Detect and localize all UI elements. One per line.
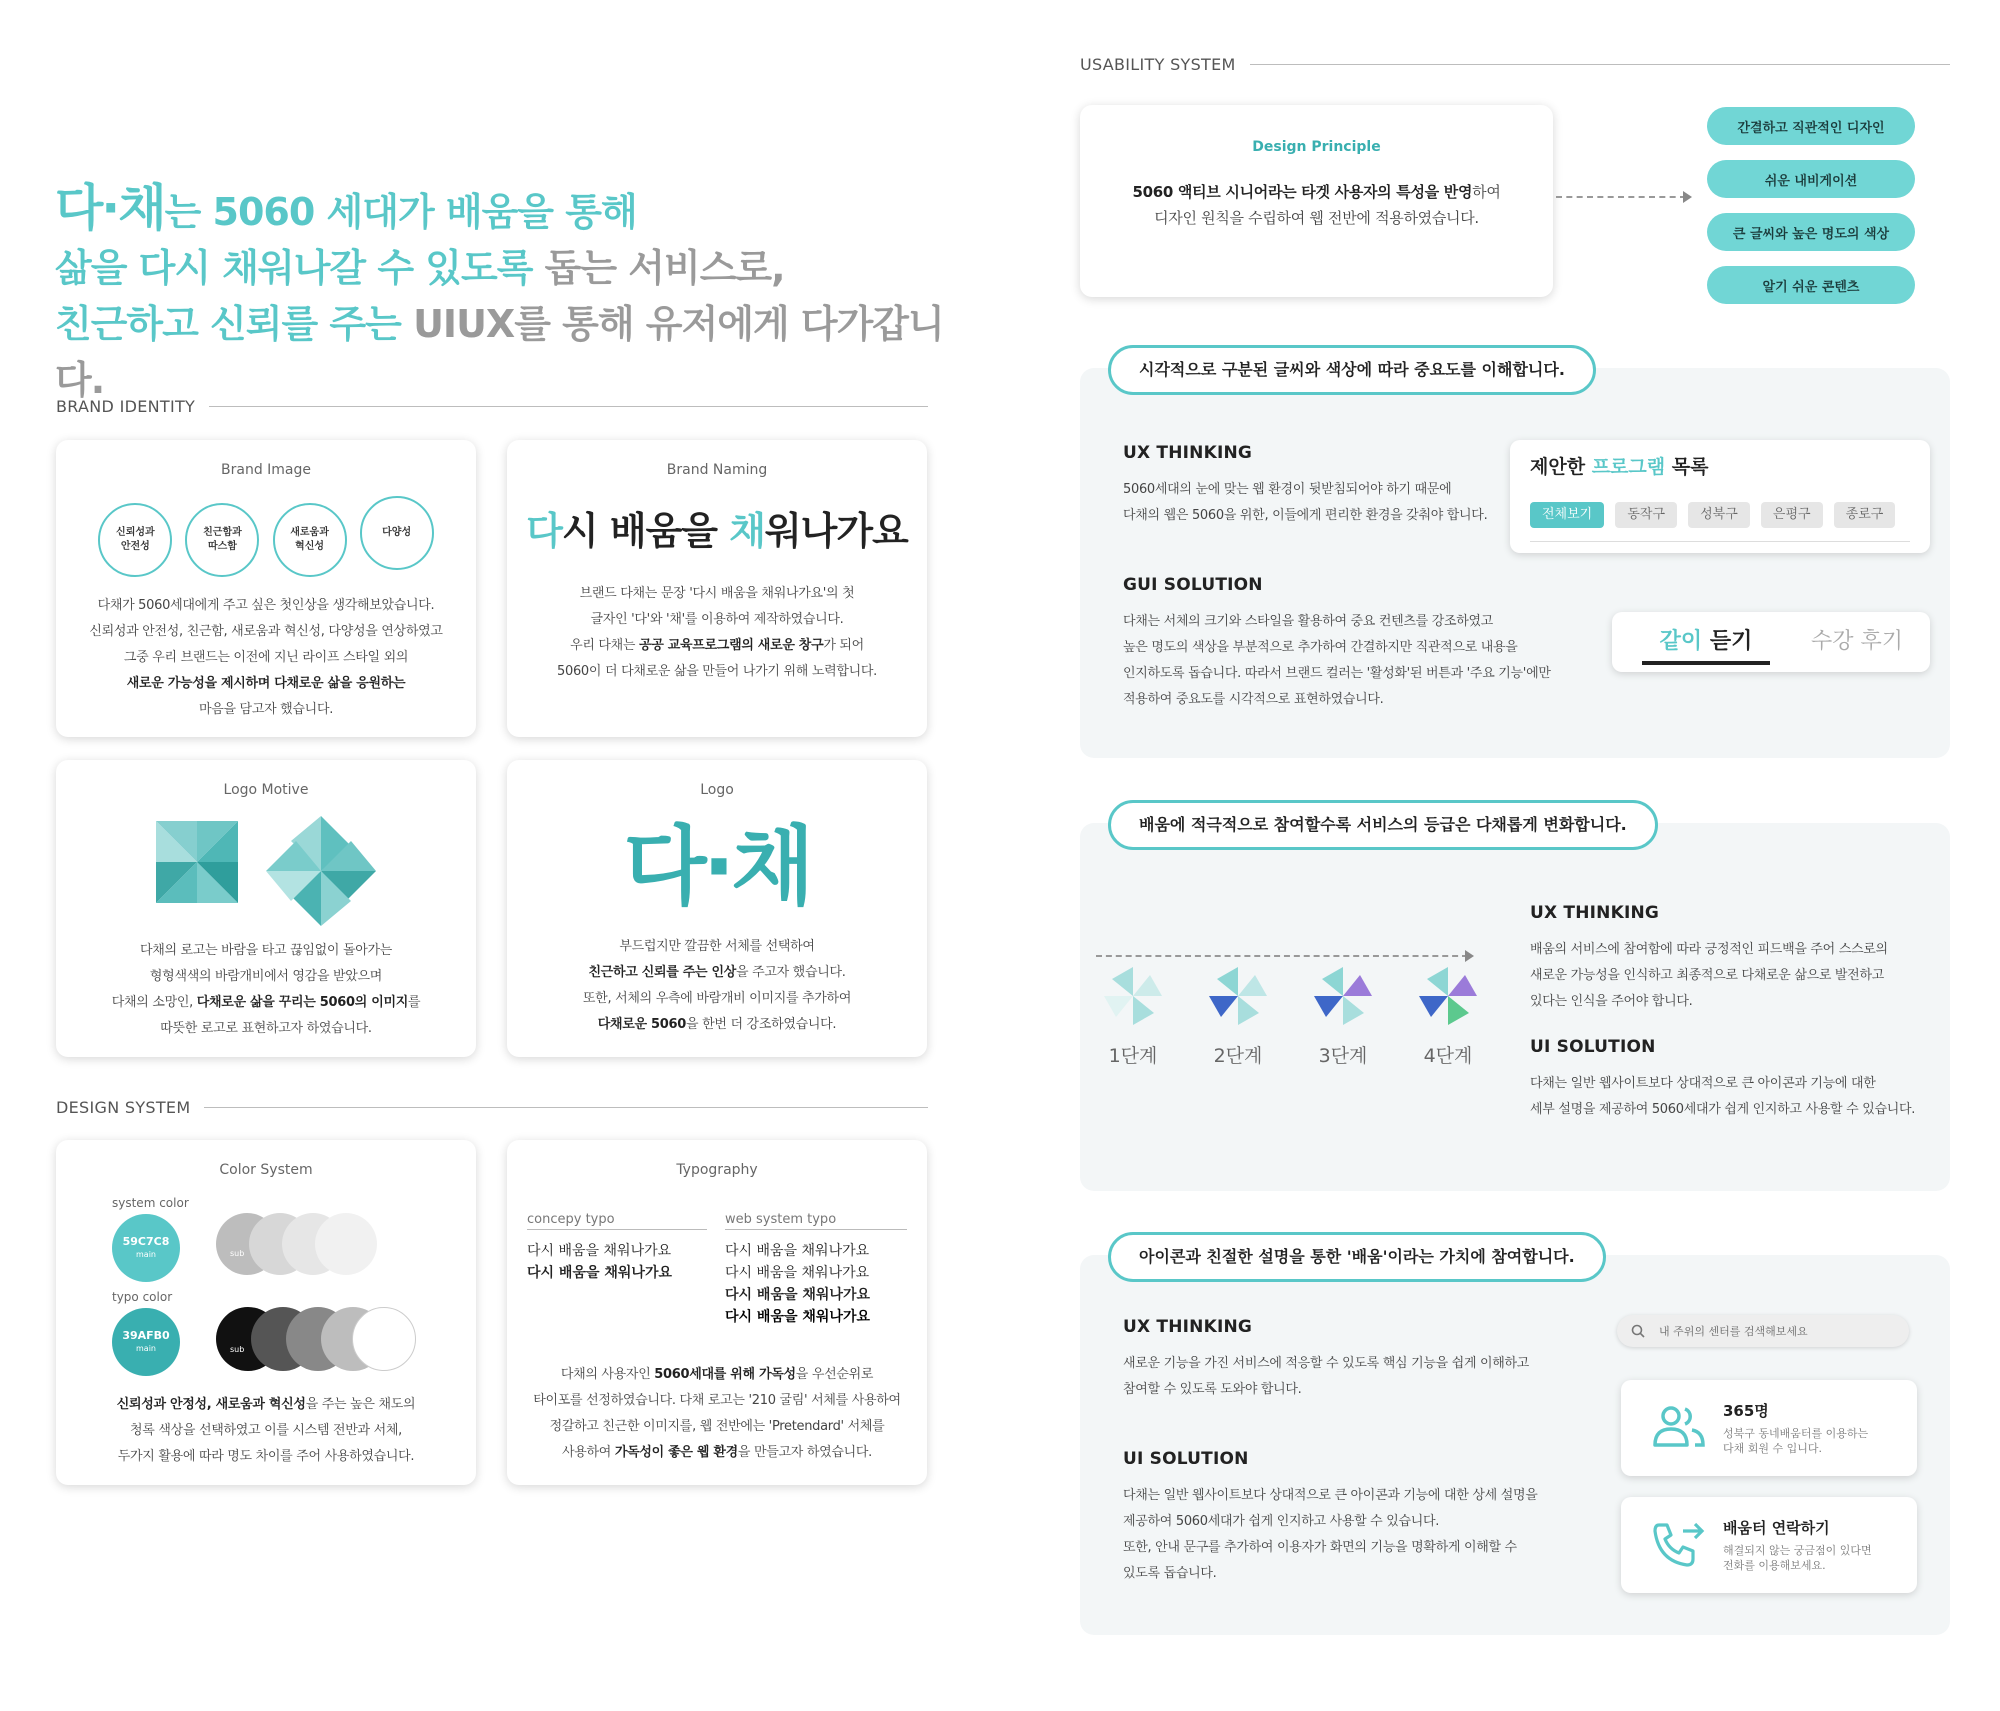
typography-description: 다채의 사용자인 5060세대를 위해 가독성을 우선순위로 타이포를 선정하였습니다. 다채 로고는 '210 굴림' 서체를 사용하여 정갈하고 친근한 이미지를, 웹 전반에는 'Pretendard' 서체를 사용하여 가독성이 좋은 웹 환경을 만들고자 하였습니다. [533, 1367, 901, 1460]
swatch-sub-1: sub [216, 1213, 278, 1275]
phone-forward-icon [1651, 1519, 1707, 1571]
headline [55, 180, 955, 408]
tag-seongbuk[interactable]: 성북구 [1688, 502, 1750, 528]
pinwheel-step-4-icon [1417, 965, 1479, 1027]
users-icon [1651, 1405, 1707, 1449]
district-filter-tags [1530, 502, 1901, 528]
web-typo-samples: 다시 배움을 채워나가요 다시 배움을 채워나가요 다시 배움을 채워나가요 다시 배움을 채워나가요 [725, 1243, 870, 1325]
principle-pill-2: 쉬운 내비게이션 [1707, 160, 1915, 198]
block-1-gui-description: 다채는 서체의 크기와 스타일을 활용하여 중요 컨텐츠를 강조하였고 높은 명도의 색상을 부분적으로 추가하여 간결하지만 직관적으로 내용을 인지하도록 돕습니다. 따라서 브랜드 컬러는 '활성화'된 버튼과 '주요 기능'에만 적용하여 중요도를 시각적으로 표현하였습니다. [1123, 614, 1551, 707]
tag-eunpyeong[interactable]: 은평구 [1761, 502, 1823, 528]
typography-card: Typography concepy typo web system typo 다시 배움을 채워나가요 다시 배움을 채워나가요 다시 배움을 채워나가요 다시 배움을 채워나가요 다시 배움을 채워나가요 다시 배움을 채워나가요 다채의 사용자인 5060세대를 위해 가독성을 우선순위로 타이포를 선정하였습니다. 다채 로고는 '210 굴림' 서체를 사용하여 정갈하고 친근한 이미지를, 웹 전반에는 'Pretendard' 서체를 사용하여 가독성이 좋은 웹 환경을 만들고자 하였습니다. [507, 1140, 927, 1485]
principle-pill-1: 간결하고 직관적인 디자인 [1707, 107, 1915, 145]
swatch-system-main: 59C7C8 main [112, 1214, 180, 1282]
headline-logo: 다·채 [55, 179, 165, 237]
brand-naming-phrase: 다시 배움을 채워나가요 [526, 509, 908, 553]
pinwheel-square-icon [156, 821, 238, 903]
section-usability-system: USABILITY SYSTEM [1080, 55, 1950, 74]
logo-mark: 다·채 [623, 817, 811, 917]
pinwheel-illustrations [56, 816, 476, 926]
member-count-card[interactable]: 365명 성북구 동네배움터를 이용하는 다채 회원 수 입니다. [1621, 1380, 1917, 1476]
logo-description: 부드럽지만 깔끔한 서체를 선택하여 친근하고 신뢰를 주는 인상을 주고자 했습니다. 또한, 서체의 우측에 바람개비 이미지를 추가하여 다채로운 5060을 한번 더 강조하였습니다. [582, 939, 852, 1032]
step-2: 2단계 [1198, 965, 1278, 1068]
tab-listen-together[interactable]: 같이 듣기 [1642, 624, 1770, 665]
step-1: 1단계 [1093, 965, 1173, 1068]
brand-image-circles [56, 496, 476, 577]
circle-diversity: 다양성 [360, 496, 434, 570]
section-design-system: DESIGN SYSTEM [56, 1098, 928, 1117]
principle-pill-3: 큰 글씨와 높은 명도의 색상 [1707, 213, 1915, 251]
step-4: 4단계 [1408, 965, 1488, 1068]
block-3-heading: 아이콘과 친절한 설명을 통한 '배움'이라는 가치에 참여합니다. [1108, 1232, 1606, 1282]
circle-trust: 신뢰성과 안전성 [98, 503, 172, 577]
tab-mock [1612, 612, 1930, 672]
brand-naming-description: 브랜드 다채는 문장 '다시 배움을 채워나가요'의 첫 글자인 '다'와 '채'를 이용하여 제작하였습니다. 우리 다채는 공공 교육프로그램의 새로운 창구가 되어 5060이 더 다채로운 삶을 만들어 나가기 위해 노력합니다. [557, 586, 877, 679]
center-search-input[interactable]: 내 주위의 센터를 검색해보세요 [1617, 1315, 1909, 1347]
concept-typo-samples: 다시 배움을 채워나가요 다시 배움을 채워나가요 [527, 1243, 672, 1281]
tag-all[interactable]: 전체보기 [1530, 502, 1604, 528]
color-system-card: Color System system color 59C7C8 main sub typo color 39AFB0 main sub 신뢰성과 안정성, 새로움과 혁신성을 주는 높은 채도의 청록 색상을 선택하였고 이를 시스템 전반과 서체, 두가지 활용에 따라 명도 차이를 주어 사용하였습니다. [56, 1140, 476, 1485]
pinwheel-step-3-icon [1312, 965, 1374, 1027]
pinwheel-step-1-icon [1102, 965, 1164, 1027]
tab-reviews[interactable]: 수강 후기 [1810, 629, 1903, 654]
tag-dongjak[interactable]: 동작구 [1615, 502, 1677, 528]
principle-arrow [1556, 196, 1686, 198]
tag-jongno[interactable]: 종로구 [1834, 502, 1896, 528]
design-principle-card: Design Principle 5060 액티브 시니어라는 타겟 사용자의 특성을 반영하여 디자인 원칙을 수립하여 웹 전반에 적용하였습니다. [1080, 105, 1553, 297]
headline-line-1: 다·채는 5060 세대가 배움을 통해 [55, 179, 637, 237]
swatch-sub-4 [315, 1213, 377, 1275]
brand-image-description: 다채가 5060세대에게 주고 싶은 첫인상을 생각해보았습니다. 신뢰성과 안전성, 친근함, 새로움과 혁신성, 다양성을 연상하였고 그중 우리 브랜드는 이전에 지닌 라이프 스타일 외의 새로운 가능성을 제시하며 다채로운 삶을 응원하는 마음을 담고자 했습니다. [89, 598, 443, 717]
circle-friendly: 친근함과 따스함 [185, 503, 259, 577]
block-1-ux-description: 5060세대의 눈에 맞는 웹 환경이 뒷받침되어야 하기 때문에 다채의 웹은 5060을 위한, 이들에게 편리한 환경을 갖춰야 합니다. [1123, 482, 1488, 523]
block-3-ux-description: 새로운 기능을 가진 서비스에 적응할 수 있도록 핵심 기능을 쉽게 이해하고 참여할 수 있도록 도와야 합니다. [1123, 1356, 1530, 1397]
steps-arrow-head [1465, 950, 1474, 962]
program-list-mock [1510, 440, 1930, 553]
swatch-typo-main: 39AFB0 main [112, 1308, 180, 1376]
design-principle-description: 5060 액티브 시니어라는 타겟 사용자의 특성을 반영하여 디자인 원칙을 수립하여 웹 전반에 적용하였습니다. [1132, 183, 1501, 227]
block-3-ui-description: 다채는 일반 웹사이트보다 상대적으로 큰 아이콘과 기능에 대한 상세 설명을 제공하여 5060세대가 쉽게 인지하고 사용할 수 있습니다. 또한, 안내 문구를 추가하여 이용자가 화면의 기능을 명확하게 이해할 수 있도록 돕습니다. [1123, 1488, 1538, 1581]
block-1-heading: 시각적으로 구분된 글씨와 색상에 따라 중요도를 이해합니다. [1108, 345, 1596, 395]
color-system-description: 신뢰성과 안정성, 새로움과 혁신성을 주는 높은 채도의 청록 색상을 선택하였고 이를 시스템 전반과 서체, 두가지 활용에 따라 명도 차이를 주어 사용하였습니다. [116, 1397, 416, 1464]
block-2-ux-description: 배움의 서비스에 참여함에 따라 긍정적인 피드백을 주어 스스로의 새로운 가능성을 인식하고 최종적으로 다채로운 삶으로 발전하고 있다는 인식을 주어야 합니다. [1530, 942, 1888, 1009]
pinwheel-step-2-icon [1207, 965, 1269, 1027]
logo-motive-card: Logo Motive 다채의 로고는 바람을 타고 끊임없이 돌아가는 형형색색의 바람개비에서 영감을 받았으며 다채의 소망인, 다채로운 삶을 꾸리는 5060의 이미지를 따뜻한 로고로 표현하고자 하였습니다. [56, 760, 476, 1057]
headline-line-3: 친근하고 신뢰를 주는 UIUX를 통해 유저에게 다가갑니다. [55, 302, 944, 402]
section-brand-identity: BRAND IDENTITY [56, 397, 928, 416]
circle-innovation: 새로움과 혁신성 [273, 503, 347, 577]
step-3: 3단계 [1303, 965, 1383, 1068]
search-icon [1631, 1324, 1645, 1338]
program-list-title: 제안한 프로그램 목록 [1530, 456, 1709, 478]
brand-image-card: Brand Image 신뢰성과 안전성 친근함과 따스함 새로움과 혁신성 다양성 다채가 5060세대에게 주고 싶은 첫인상을 생각해보았습니다. 신뢰성과 안전성, 친근함, 새로움과 혁신성, 다양성을 연상하였고 그중 우리 브랜드는 이전에 지닌 라이프 스타일 외의 새로운 가능성을 제시하며 다채로운 삶을 응원하는 마음을 담고자 했습니다. [56, 440, 476, 737]
steps-arrow [1096, 955, 1468, 957]
swatch-typo-sub-5 [352, 1307, 416, 1371]
block-2-ui-description: 다채는 일반 웹사이트보다 상대적으로 큰 아이콘과 기능에 대한 세부 설명을 제공하여 5060세대가 쉽게 인지하고 사용할 수 있습니다. [1530, 1076, 1916, 1117]
logo-motive-description: 다채의 로고는 바람을 타고 끊임없이 돌아가는 형형색색의 바람개비에서 영감을 받았으며 다채의 소망인, 다채로운 삶을 꾸리는 5060의 이미지를 따뜻한 로고로 표현하고자 하였습니다. [111, 943, 421, 1036]
logo-card: Logo 다·채 부드럽지만 깔끔한 서체를 선택하여 친근하고 신뢰를 주는 인상을 주고자 했습니다. 또한, 서체의 우측에 바람개비 이미지를 추가하여 다채로운 5060을 한번 더 강조하였습니다. [507, 760, 927, 1057]
block-2-heading: 배움에 적극적으로 참여할수록 서비스의 등급은 다채롭게 변화합니다. [1108, 800, 1658, 850]
pinwheel-diamond-icon [266, 816, 376, 926]
principle-pill-4: 알기 쉬운 콘텐츠 [1707, 266, 1915, 304]
brand-naming-card: Brand Naming 다시 배움을 채워나가요 브랜드 다채는 문장 '다시 배움을 채워나가요'의 첫 글자인 '다'와 '채'를 이용하여 제작하였습니다. 우리 다채는 공공 교육프로그램의 새로운 창구가 되어 5060이 더 다채로운 삶을 만들어 나가기 위해 노력합니다. [507, 440, 927, 737]
contact-center-card[interactable]: 배움터 연락하기 해결되지 않는 궁금점이 있다면 전화를 이용해보세요. [1621, 1497, 1917, 1593]
principle-arrow-head [1683, 191, 1692, 203]
swatch-typo-sub-1: sub [216, 1307, 280, 1371]
headline-line-2: 삶을 다시 채워나갈 수 있도록 돕는 서비스로, [55, 246, 785, 290]
